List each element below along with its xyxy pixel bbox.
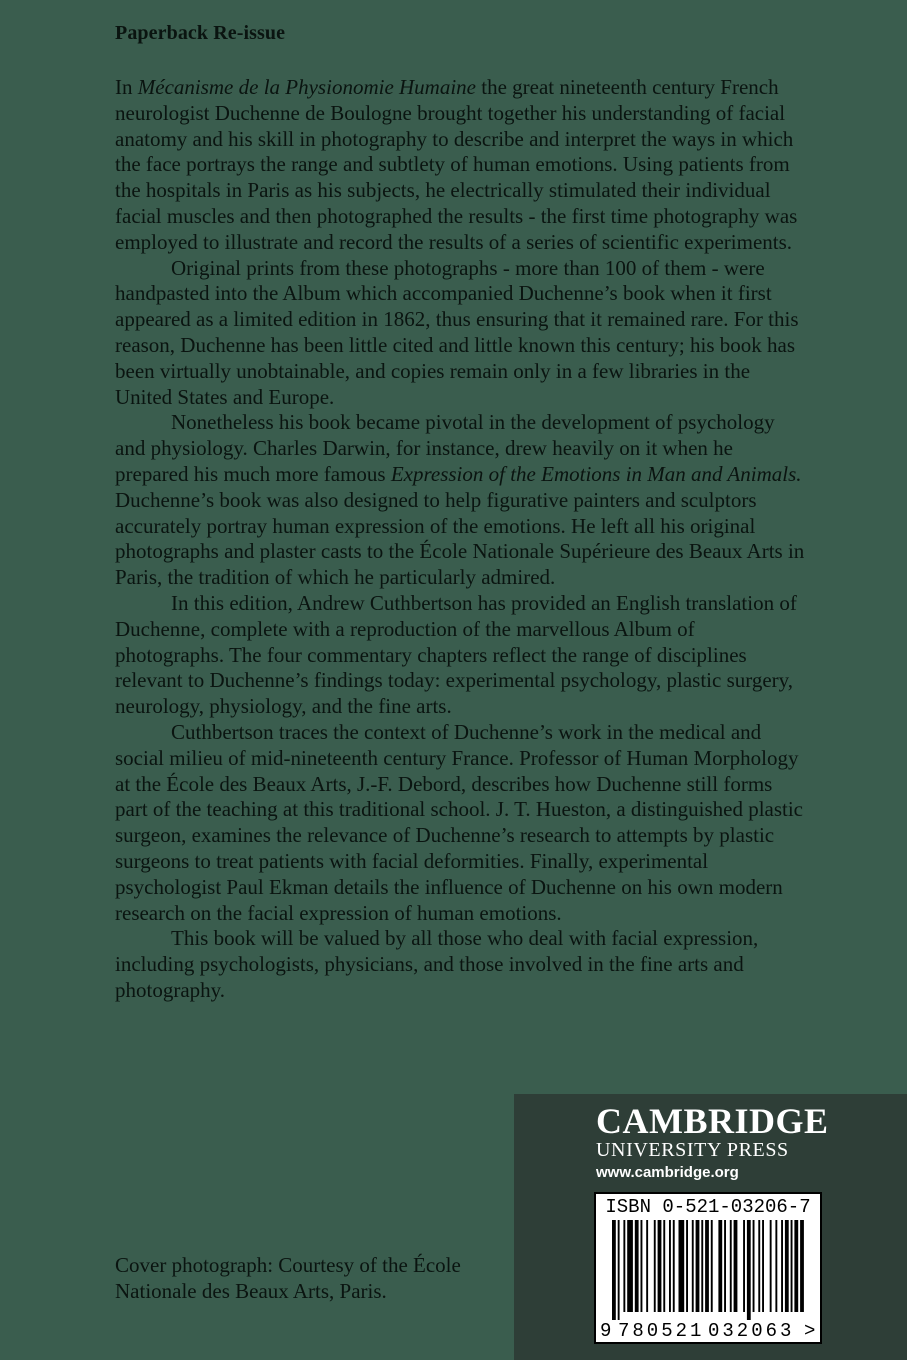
- blurb-paragraph-1: [115, 75, 805, 256]
- blurb-p3-lead: Nonetheless his book became pivotal in the development of psychology and physiology. Charles Darwin, for instance, drew heavily on it when he prepared his much more famous: [115, 410, 775, 486]
- barcode-digits-right: 032063: [708, 1320, 795, 1342]
- blurb-paragraph-3: [115, 410, 805, 591]
- barcode-bar: [663, 1220, 665, 1312]
- barcode-bar: [770, 1220, 772, 1312]
- barcode-bar: [658, 1220, 662, 1312]
- barcode-bar: [623, 1220, 625, 1312]
- barcode-bar: [696, 1220, 700, 1312]
- blurb-p1-lead: In: [115, 75, 138, 99]
- publisher-panel: [514, 1094, 907, 1360]
- back-cover-blurb: [115, 75, 805, 1004]
- barcode-bar: [734, 1220, 738, 1312]
- darwin-book-title: Expression of the Emotions in Man and Animals.: [390, 461, 802, 486]
- barcode-bar: [785, 1220, 789, 1312]
- credit-line-1: Cover photograph: Courtesy of the École: [115, 1253, 461, 1277]
- barcode-bar: [641, 1220, 643, 1312]
- barcode-bar: [758, 1220, 760, 1312]
- publisher-url: www.cambridge.org: [596, 1164, 739, 1181]
- barcode-bar: [669, 1220, 671, 1312]
- book-title-french: Mécanisme de la Physionomie Humaine: [137, 75, 476, 99]
- barcode-bar: [724, 1220, 726, 1312]
- isbn-barcode: [594, 1192, 822, 1344]
- barcode-bar: [692, 1220, 694, 1312]
- barcode-bar: [618, 1220, 620, 1320]
- barcode-bar: [800, 1220, 804, 1312]
- barcode-bar: [635, 1220, 639, 1312]
- barcode-bar: [775, 1220, 777, 1312]
- blurb-paragraph-5: Cuthbertson traces the context of Duchenne’s work in the medical and social milieu of mid-nineteenth century France. Professor of Human Morphology at the École des Beaux Arts, J.-F. Debord, describes how Duchenne still forms part of the teaching at this traditional school. J. T. Hueston, a distinguished plastic surgeon, examines the relevance of Duchenne’s research to attempts by plastic surgeons to treat patients with facial deformities. Finally, experimental psychologist Paul Ekman details the influence of Duchenne on his own modern research on the facial expression of human emotions.: [115, 719, 804, 925]
- credit-line-2: Nationale des Beaux Arts, Paris.: [115, 1278, 387, 1303]
- cover-photo-credit: [115, 1253, 515, 1305]
- blurb-paragraph-6: This book will be valued by all those who deal with facial expression, including psychologists, physicians, and those involved in the fine arts and photography.: [115, 926, 759, 1002]
- barcode-bar: [686, 1220, 688, 1312]
- blurb-p1-rest: the great nineteenth century French neurologist Duchenne de Boulogne brought together his understanding of facial anatomy and his skill in photography to describe and interpret the ways in which the face portrays the range and subtlety of human emotions. Using patients from the hospitals in Paris as his subjects, he electrically stimulated their individual facial muscles and then photographed the results - the first time photography was employed to illustrate and record the results of a series of scientific experiments.: [115, 75, 798, 254]
- barcode-bar: [781, 1220, 783, 1312]
- barcode-digits-left: 780521: [618, 1320, 705, 1342]
- publisher-name: CAMBRIDGE: [596, 1101, 829, 1141]
- barcode-bars: [612, 1220, 804, 1320]
- reissue-label: Paperback Re-issue: [115, 22, 286, 44]
- publisher-subtitle: UNIVERSITY PRESS: [596, 1139, 789, 1161]
- barcode-bar: [791, 1220, 793, 1312]
- barcode-bar: [718, 1220, 722, 1312]
- blurb-paragraph-4: In this edition, Andrew Cuthbertson has provided an English translation of Duchenne, complete with a reproduction of the marvellous Album of photographs. The four commentary chapters reflect the range of disciplines relevant to Duchenne’s findings today: experimental psychology, plastic surgery, neurology, physiology, and the fine arts.: [115, 590, 797, 719]
- barcode-graphic: [596, 1218, 820, 1342]
- barcode-bar: [705, 1220, 709, 1312]
- barcode-bar: [794, 1220, 798, 1312]
- barcode-bar: [627, 1220, 633, 1312]
- barcode-bar: [612, 1220, 616, 1320]
- barcode-bar: [646, 1220, 648, 1312]
- barcode-bar: [654, 1220, 656, 1312]
- barcode-bar: [673, 1220, 675, 1312]
- barcode-bar: [701, 1220, 703, 1312]
- barcode-digit-tail: >: [804, 1320, 816, 1342]
- barcode-bar: [762, 1220, 764, 1312]
- barcode-bar: [743, 1220, 745, 1312]
- barcode-bar: [711, 1220, 713, 1312]
- barcode-bar: [730, 1220, 732, 1312]
- barcode-bar: [753, 1220, 755, 1312]
- isbn-label: ISBN 0-521-03206-7: [605, 1196, 811, 1218]
- blurb-p3-rest: Duchenne’s book was also designed to help figurative painters and sculptors accurately portray human expression of the emotions. He left all his original photographs and plaster casts to the École Nationale Supérieure des Beaux Arts in Paris, the tradition of which he particularly admired.: [115, 487, 805, 590]
- blurb-paragraph-2: Original prints from these photographs - more than 100 of them - were handpasted into the Album which accompanied Duchenne’s book when it first appeared as a limited edition in 1862, thus ensuring that it remained rare. For this reason, Duchenne has been little cited and little known this century; his book has been virtually unobtainable, and copies remain only in a few libraries in the United States and Europe.: [115, 255, 799, 409]
- barcode-bar: [679, 1220, 685, 1312]
- barcode-bar: [747, 1220, 751, 1320]
- barcode-digit-lead: 9: [600, 1320, 612, 1342]
